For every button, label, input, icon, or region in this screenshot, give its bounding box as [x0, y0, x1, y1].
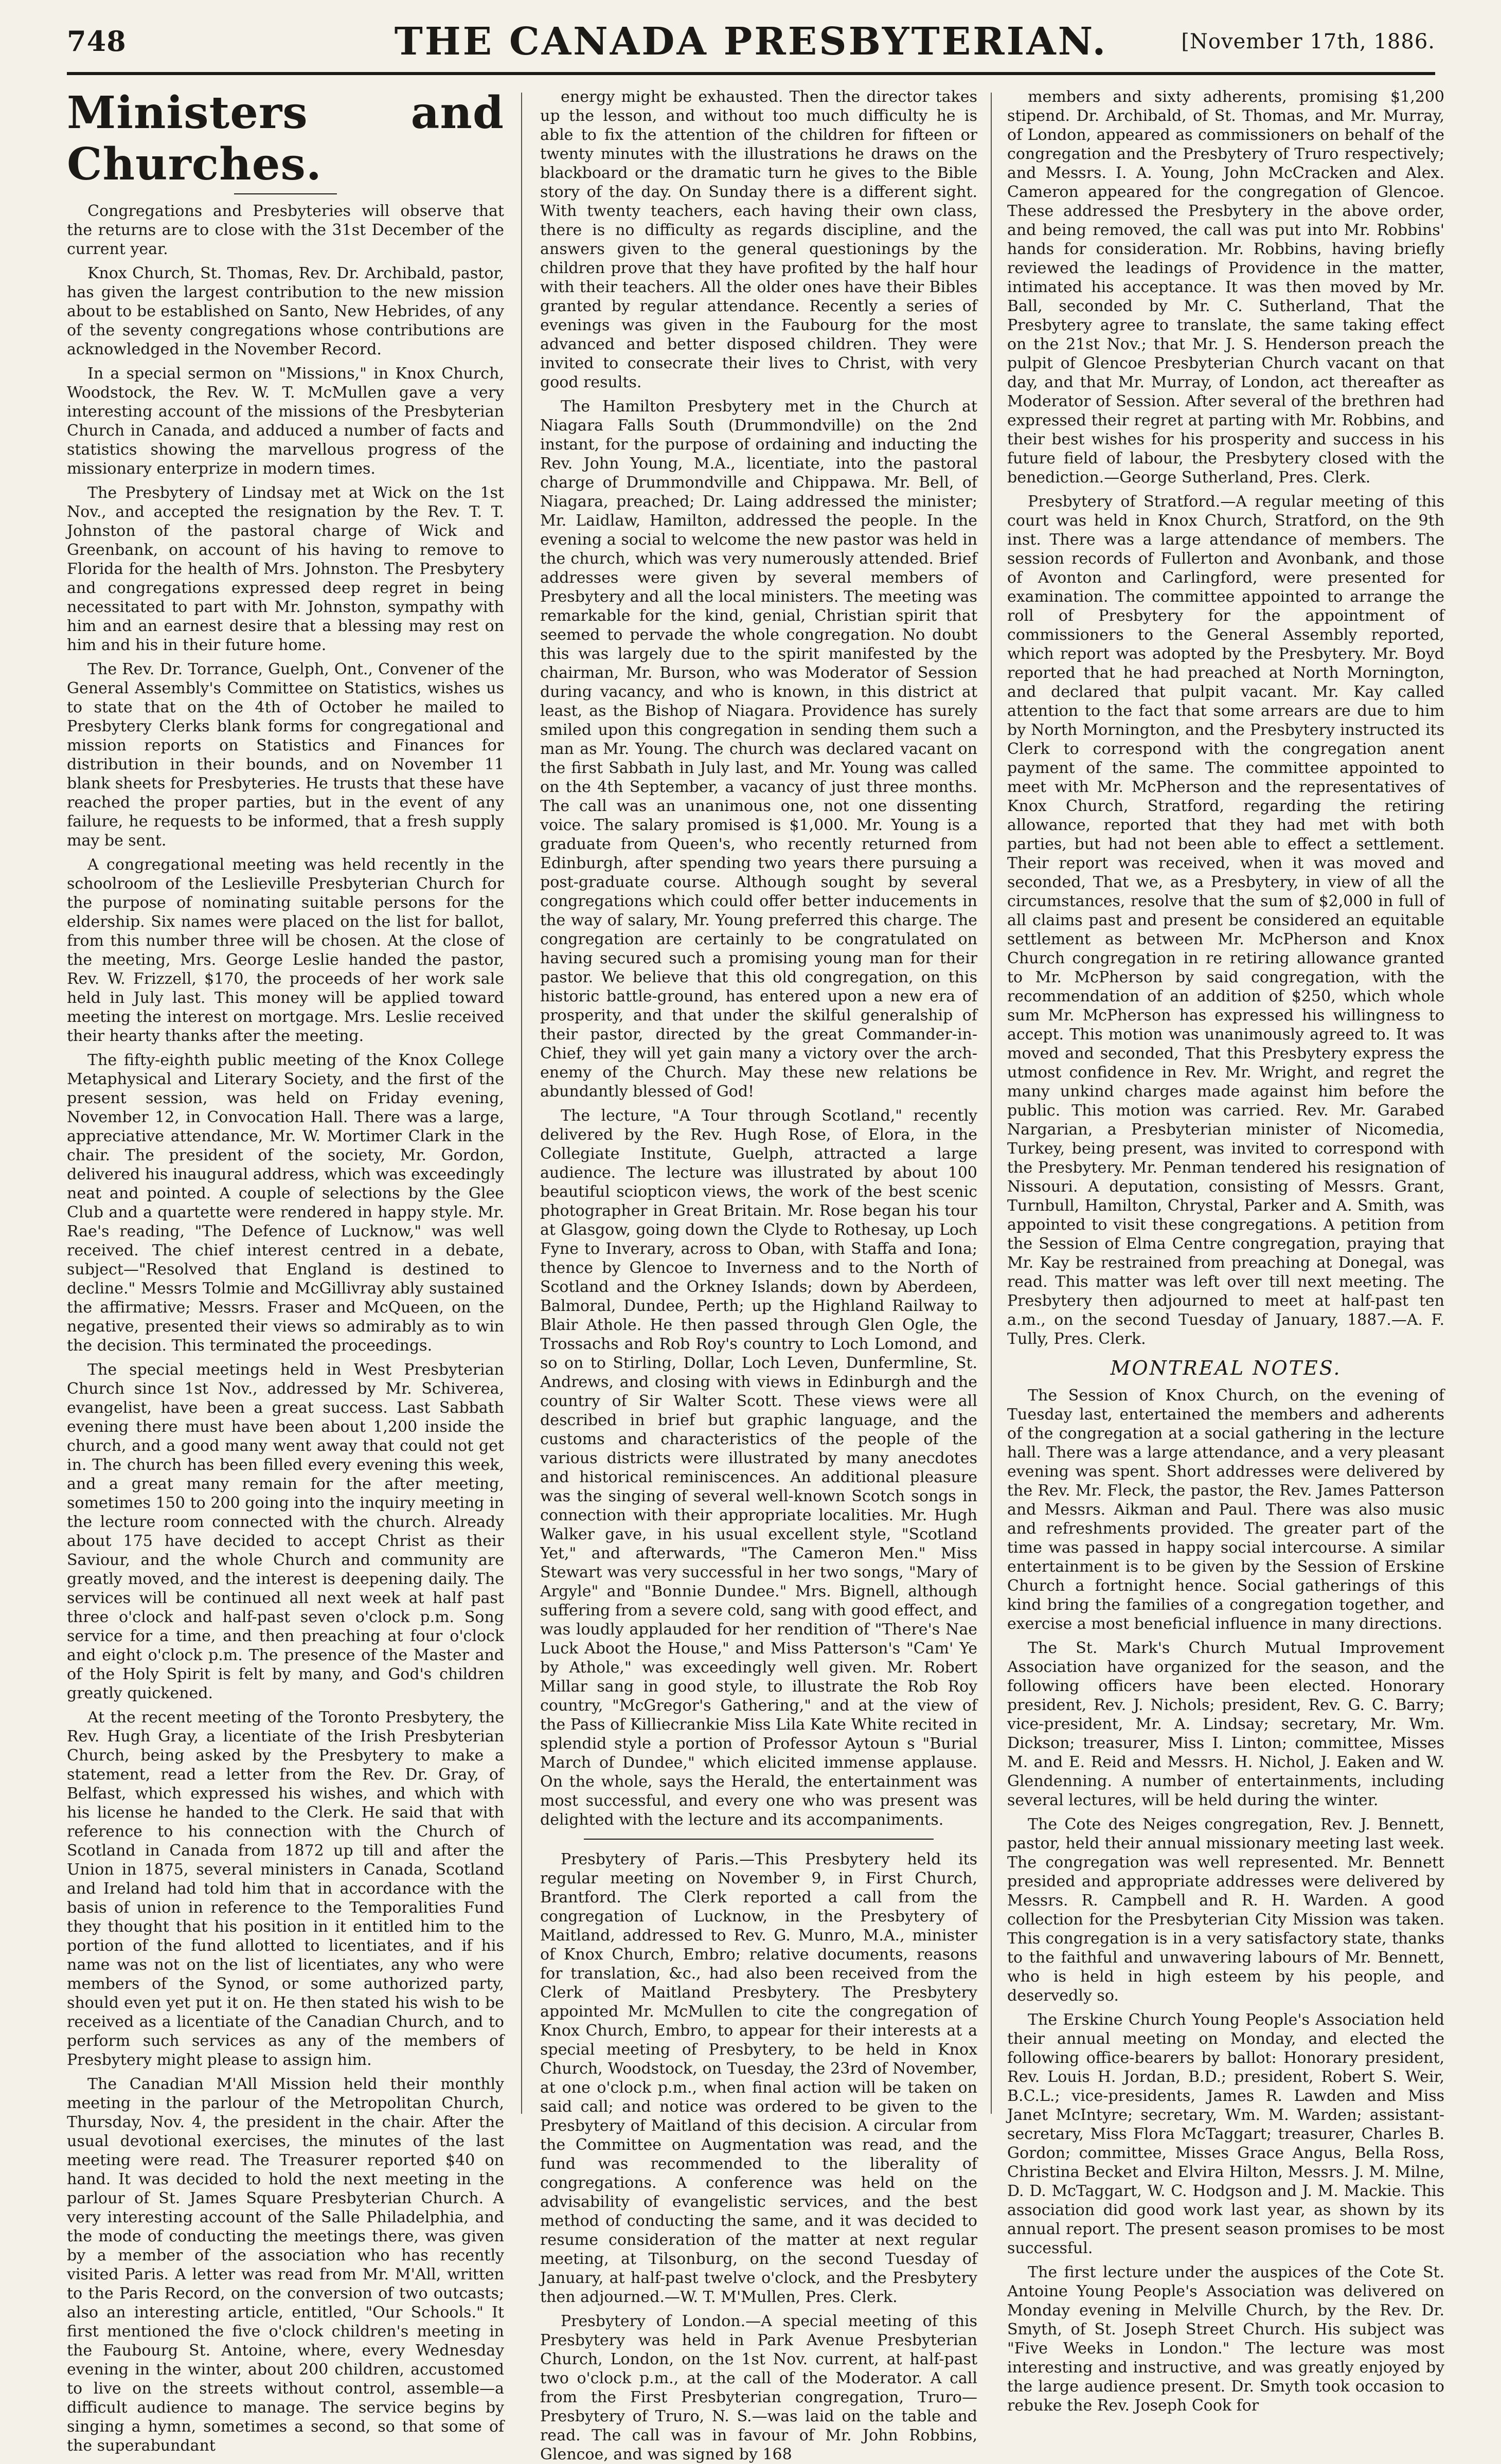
article-paragraph: Presbytery of Stratford.—A regular meeting of this court was held in Knox Church, Stratford, on the 9th inst. There was a large attendance of members. The session records of Fullerton and Avonbank, and those of Avonton and Carlingford, were presented for examination. The committee appointed to arrange the roll of Presbytery for the appointment of commissioners to the General Assembly reported, which report was adopted by the Presbytery. Mr. Boyd reported that he had preached at North Mornington, and declared that pulpit vacant. Mr. Kay called attention to the fact that some arrears are due to him by North Mornington, and the Presbytery instructed its Clerk to correspond with the congregation anent payment of the same. The committee appointed to meet with Mr. McPherson and the representatives of Knox Church, Stratford, regarding the retiring allowance, reported that they had met with both parties, but had not been able to effect a settlement. Their report was received, when it was moved and seconded, That we, as a Presbytery, in view of all the circumstances, resolve that the sum of $2,000 in full of all claims past and present be considered an equitable settlement as between Mr. McPherson and Knox Church congregation in re retiring allowance granted to Mr. McPherson by said congregation, with the recommendation of an addition of $250, which whole sum Mr. McPherson has expressed his willingness to accept. This motion was unanimously agreed to. It was moved and seconded, That this Presbytery express the utmost confidence in Rev. Mr. Wright, and regret the many unkind charges made against him before the public. This motion was carried. Rev. Mr. Garabed Nargarian, a Presbyterian minister of Nicomedia, Turkey, being present, was invited to correspond with the Presbytery. Mr. Penman tendered his resignation of Nissouri. A deputation, consisting of Messrs. Grant, Turnbull, Hamilton, Chrystal, Parker and A. Smith, was appointed to visit these congregations. A petition from the Session of Elma Centre congregation, praying that Mr. Kay be restrained from preaching at Donegal, was read. This matter was left over till next meeting. The Presbytery then adjourned to meet at half-past ten a.m., on the second Tuesday of January, 1887.—A. F. Tully, Pres. Clerk. [1007, 493, 1444, 1348]
page-number: 748 [67, 25, 127, 58]
column-2 [540, 87, 977, 2463]
article-paragraph: The Canadian M'All Mission held their monthly meeting in the parlour of the Metropolitan Church, Thursday, Nov. 4, the president in the chair. After the usual devotional exercises, the minutes of the last meeting were read. The Treasurer reported $40 on hand. It was decided to hold the next meeting in the parlour of St. James Square Presbyterian Church. A very interesting account of the Salle Philadelphia, and the mode of conducting the meetings there, was given by a member of the association who has recently visited Paris. A letter was read from Mr. M'All, written to the Paris Record, on the conversion of two outcasts; also an interesting article, entitled, "Our Schools." It first mentioned the five o'clock children's meeting in the Faubourg St. Antoine, where, every Wednesday evening in the winter, about 200 children, accustomed to live on the streets without control, assemble—a difficult audience to manage. The service begins by singing a hymn, sometimes a second, so that some of the superabundant [67, 2075, 504, 2455]
issue-date: [November 17th, 1886. [1181, 30, 1435, 53]
article-paragraph: The Erskine Church Young People's Association held their annual meeting on Monday, and elected the following office-bearers by ballot: Honorary president, Rev. Louis H. Jordan, B.D.; president, Robert S. Weir, B.C.L.; vice-presidents, James R. Lawden and Miss Janet McIntyre; secretary, Wm. M. Warden; assistant-secretary, Miss Flora McTaggart; treasurer, Charles B. Gordon; committee, Misses Grace Angus, Bella Ross, Christina Becket and Elvira Hilton, Messrs. J. M. Milne, D. D. McTaggart, W. C. Hodgson and J. M. Mackie. This association did good work last year, as shown by its annual report. The present season promises to be most successful. [1007, 2011, 1444, 2257]
masthead [67, 17, 1435, 69]
newspaper-title: THE CANADA PRESBYTERIAN. [394, 20, 1108, 64]
section-heading: Ministers and Churches. [67, 87, 504, 190]
article-paragraph: The Hamilton Presbytery met in the Church at Niagara Falls South (Drummondville) on the 2nd instant, for the purpose of ordaining and inducting the Rev. John Young, M.A., licentiate, into the pastoral charge of Drummondville and Chippawa. Mr. Bell, of Niagara, preached; Dr. Laing addressed the minister; Mr. Laidlaw, Hamilton, addressed the people. In the evening a social to welcome the new pastor was held in the church, which was very numerously attended. Brief addresses were given by several members of Presbytery and all the local ministers. The meeting was remarkable for the kind, genial, Christian spirit that seemed to pervade the whole congregation. No doubt this was largely due to the spirit manifested by the chairman, Mr. Burson, who was Moderator of Session during vacancy, and who is known, in this district at least, as the Bishop of Niagara. Providence has surely smiled upon this congregation in sending them such a man as Mr. Young. The church was declared vacant on the first Sabbath in July last, and Mr. Young was called on the 4th September, a vacancy of just three months. The call was an unanimous one, not one dissenting voice. The salary promised is $1,000. Mr. Young is a graduate from Queen's, who recently returned from Edinburgh, after spending two years there pursuing a post-graduate course. Although sought by several congregations which could offer better inducements in the way of salary, Mr. Young preferred this charge. The congregation are certainly to be congratulated on having secured such a promising young man for their pastor. We believe that this old congregation, on this historic battle-ground, has entered upon a new era of prosperity, and that under the skilful generalship of their pastor, directed by the great Commander-in-Chief, they will yet gain many a victory over the arch-enemy of the Church. May these new relations be abundantly blessed of God! [540, 398, 977, 1101]
column-1 [67, 87, 504, 2455]
heading-rule [234, 193, 337, 194]
article-paragraph: The Presbytery of Lindsay met at Wick on the 1st Nov., and accepted the resignation by the Rev. T. T. Johnston of the pastoral charge of Wick and Greenbank, on account of his having to remove to Florida for the health of Mrs. Johnston. The Presbytery and congregations expressed deep regret in being necessitated to part with Mr. Johnston, sympathy with him and an earnest desire that a blessing may rest on him and his in their future home. [67, 484, 504, 654]
column-divider [521, 93, 522, 2114]
article-paragraph: The St. Mark's Church Mutual Improvement Association have organized for the season, and the following officers have been elected. Honorary president, Rev. J. Nichols; president, Rev. G. C. Barry; vice-president, Mr. A. Lindsay; secretary, Mr. Wm. Dickson; treasurer, Miss I. Linton; committee, Misses M. and E. Reid and Messrs. H. Nichol, J. Eaken and W. Glendenning. A number of entertainments, including several lectures, will be held during the winter. [1007, 1639, 1444, 1809]
article-paragraph: In a special sermon on "Missions," in Knox Church, Woodstock, the Rev. W. T. McMullen gave a very interesting account of the missions of the Presbyterian Church in Canada, and adduced a number of facts and statistics showing the marvellous progress of the missionary enterprize in modern times. [67, 365, 504, 478]
article-paragraph: At the recent meeting of the Toronto Presbytery, the Rev. Hugh Gray, a licentiate of the Irish Presbyterian Church, being asked by the Presbytery to make a statement, read a letter from the Rev. Dr. Gray, of Belfast, which expressed his wishes, and which with his license he handed to the Clerk. He said that with reference to his connection with the Church of Scotland in Canada from 1872 up till and after the Union in 1875, several ministers in Canada, Scotland and Ireland had told him that in accordance with the basis of union in reference to the Temporalities Fund they thought that his position in it entitled him to the portion of the fund allotted to licentiates, and if his name was not on the list of licentiates, any who were members of the Synod, or some authorized party, should even yet put it on. He then stated his wish to be received as a licentiate of the Canadian Church, and to perform such services as any of the members of Presbytery might please to assign him. [67, 1708, 504, 2069]
column-divider [991, 93, 992, 2114]
article-paragraph: Presbytery of London.—A special meeting of this Presbytery was held in Park Avenue Presbyterian Church, London, on the 1st Nov. current, at half-past two o'clock p.m., at the call of the Moderator. A call from the First Presbyterian congregation, Truro—Presbytery of Truro, N. S.—was laid on the table and read. The call was in favour of Mr. John Robbins, Glencoe, and was signed by 168 [540, 2312, 977, 2463]
column-3 [1007, 87, 1444, 2415]
article-paragraph: The fifty-eighth public meeting of the Knox College Metaphysical and Literary Society, and the first of the present session, was held on Friday evening, November 12, in Convocation Hall. There was a large, appreciative attendance, Mr. W. Mortimer Clark in the chair. The president of the society, Mr. Gordon, delivered his inaugural address, which was exceedingly neat and pointed. A couple of selections by the Glee Club and a quartette were rendered in happy style. Mr. Rae's reading, "The Defence of Lucknow," was well received. The chief interest centred in a debate, subject—"Resolved that England is destined to decline." Messrs Tolmie and McGillivray ably sustained the affirmative; Messrs. Fraser and McQueen, on the negative, presented their views so admirably as to win the decision. This terminated the proceedings. [67, 1051, 504, 1355]
article-paragraph: The Session of Knox Church, on the evening of Tuesday last, entertained the members and adherents of the congregation at a social gathering in the lecture hall. There was a large attendance, and a very pleasant evening was spent. Short addresses were delivered by the Rev. Mr. Fleck, the pastor, the Rev. James Patterson and Messrs. Aikman and Paul. There was also music and refreshments provided. The greater part of the time was passed in happy social intercourse. A similar entertainment is to be given by the Session of Erskine Church a fortnight hence. Social gatherings of this kind bring the families of a congregation together, and exercise a most beneficial influence in many directions. [1007, 1387, 1444, 1633]
article-paragraph: Presbytery of Paris.—This Presbytery held its regular meeting on November 9, in First Church, Brantford. The Clerk reported a call from the congregation of Lucknow, in the Presbytery of Maitland, addressed to Rev. G. Munro, M.A., minister of Knox Church, Embro; relative documents, reasons for translation, &c., had also been received from the Clerk of Maitland Presbytery. The Presbytery appointed Mr. McMullen to cite the congregation of Knox Church, Embro, to appear for their interests at a special meeting of Presbytery, to be held in Knox Church, Woodstock, on Tuesday, the 23rd of November, at one o'clock p.m., when final action will be taken on said call; and notice was ordered to be given to the Presbytery of Maitland of this decision. A circular from the Committee on Augmentation was read, and the fund was recommended to the liberality of congregations. A conference was held on the advisability of evangelistic services, and the best method of conducting the same, and it was decided to resume consideration of the matter at next regular meeting, at Tilsonburg, on the second Tuesday of January, at half-past twelve o'clock, and the Presbytery then adjourned.—W. T. M'Mullen, Pres. Clerk. [540, 1850, 977, 2306]
article-paragraph: The Rev. Dr. Torrance, Guelph, Ont., Convener of the General Assembly's Committee on Statistics, wishes us to state that on the 4th of October he mailed to Presbytery Clerks blank forms for congregational and mission reports on Statistics and Finances for distribution in their bounds, and on November 11 blank sheets for Presbyteries. He trusts that these have reached the proper parties, but in the event of any failure, he requests to be informed, that a fresh supply may be sent. [67, 660, 504, 850]
article-paragraph: The first lecture under the auspices of the Cote St. Antoine Young People's Association was delivered on Monday evening in Melville Church, by the Rev. Dr. Smyth, of St. Joseph Street Church. His subject was "Five Weeks in London." The lecture was most interesting and instructive, and was greatly enjoyed by the large audience present. Dr. Smyth took occasion to rebuke the Rev. Joseph Cook for [1007, 2263, 1444, 2415]
article-paragraph: The lecture, "A Tour through Scotland," recently delivered by the Rev. Hugh Rose, of Elora, in the Collegiate Institute, Guelph, attracted a large audience. The lecture was illustrated by about 100 beautiful sciopticon views, the work of the best scenic photographer in Great Britain. Mr. Rose began his tour at Glasgow, going down the Clyde to Rothesay, up Loch Fyne to Inverary, across to Oban, with Staffa and Iona; thence by Glencoe to Inverness and to the North of Scotland and the Orkney Islands; down by Aberdeen, Balmoral, Dundee, Perth; up the Highland Railway to Blair Athole. He then passed through Glen Ogle, the Trossachs and Rob Roy's country to Loch Lomond, and so on to Stirling, Dollar, Loch Leven, Dunfermline, St. Andrews, and closing with views in Edinburgh and the country of Sir Walter Scott. These views were all described in brief but graphic language, and the customs and characteristics of the people of the various districts were illustrated by many anecdotes and historical reminiscences. An additional pleasure was the singing of several well-known Scotch songs in connection with their appropriate localities. Mr. Hugh Walker gave, in his usual excellent style, "Scotland Yet," and afterwards, "The Cameron Men." Miss Stewart was very successful in her two songs, "Mary of Argyle" and "Bonnie Dundee." Mrs. Bignell, although suffering from a severe cold, sang with good effect, and was loudly applauded for her rendition of "There's Nae Luck Aboot the House," and Miss Patterson's "Cam' Ye by Athole," was exceedingly well given. Mr. Robert Millar sang in good style, to illustrate the Rob Roy country, "McGregor's Gathering," and at the view of the Pass of Killiecrankie Miss Lila Kate White recited in splendid style a portion of Professor Aytoun s "Burial March of Dundee," which elicited immense applause. On the whole, says the Herald, the entertainment was most successful, and every one who was present was delighted with the lecture and its accompaniments. [540, 1107, 977, 1829]
article-paragraph: The Cote des Neiges congregation, Rev. J. Bennett, pastor, held their annual missionary meeting last week. The congregation was well represented. Mr. Bennett presided and appropriate addresses were delivered by Messrs. R. Campbell and R. H. Warden. A good collection for the Presbyterian City Mission was taken. This congregation is in a very satisfactory state, thanks to the faithful and unwavering labours of Mr. Bennett, who is held in high esteem by his people, and deservedly so. [1007, 1815, 1444, 2005]
article-paragraph: A congregational meeting was held recently in the schoolroom of the Leslieville Presbyterian Church for the purpose of nominating suitable persons for the eldership. Six names were placed on the list for ballot, from this number three will be chosen. At the close of the meeting, Mrs. George Leslie handed the pastor, Rev. W. Frizzell, $170, the proceeds of her work sale held in July last. This money will be applied toward meeting the interest on mortgage. Mrs. Leslie received their hearty thanks after the meeting. [67, 856, 504, 1045]
section-rule [584, 1839, 934, 1840]
article-paragraph: Congregations and Presbyteries will observe that the returns are to close with the 31st December of the current year. [67, 202, 504, 258]
article-paragraph: The special meetings held in West Presbyterian Church since 1st Nov., addressed by Mr. Schiverea, evangelist, have been a great success. Last Sabbath evening there must have been about 1,200 inside the church, and a good many went away that could not get in. The church has been filled every evening this week, and a great many remain for the after meeting, sometimes 150 to 200 going into the inquiry meeting in the lecture room connected with the church. Already about 175 have decided to accept Christ as their Saviour, and the whole Church and community are greatly moved, and the interest is deepening daily. The services will be continued all next week at half past three o'clock and half-past seven o'clock p.m. Song service for a time, and then preaching at four o'clock and eight o'clock p.m. The presence of the Master and of the Holy Spirit is felt by many, and God's children greatly quickened. [67, 1361, 504, 1702]
article-paragraph: energy might be exhausted. Then the director takes up the lesson, and without too much difficulty he is able to fix the attention of the children for fifteen or twenty minutes with the illustrations he draws on the blackboard or the dramatic turn he gives to the Bible story of the day. On Sunday there is a different sight. With twenty teachers, each having their own class, there is no difficulty as regards discipline, and the answers given to the general questionings by the children prove that they have profited by the half hour with their teachers. All the older ones have their Bibles granted by regular attendance. Recently a series of evenings was given in the Faubourg for the most advanced and better disposed children. They were invited to consecrate their lives to Christ, with very good results. [540, 88, 977, 391]
article-paragraph: Knox Church, St. Thomas, Rev. Dr. Archibald, pastor, has given the largest contribution to the new mission about to be established on Santo, New Hebrides, of any of the seventy congregations whose contributions are acknowledged in the November Record. [67, 264, 504, 358]
masthead-rule [67, 72, 1435, 75]
article-paragraph: members and sixty adherents, promising $1,200 stipend. Dr. Archibald, of St. Thomas, and Mr. Murray, of London, appeared as commissioners on behalf of the congregation and the Presbytery of Truro respectively; and Messrs. I. A. Young, John McCracken and Alex. Cameron appeared for the congregation of Glencoe. These addressed the Presbytery in the above order, and being removed, the call was put into Mr. Robbins' hands for consideration. Mr. Robbins, having briefly reviewed the leadings of Providence in the matter, intimated his acceptance. It was then moved by Mr. Ball, seconded by Mr. C. Sutherland, That the Presbytery agree to translate, the same taking effect on the 21st Nov.; that Mr. J. S. Henderson preach the pulpit of Glencoe Presbyterian Church vacant on that day, and that Mr. Murray, of London, act thereafter as Moderator of Session. After several of the brethren had expressed their regret at parting with Mr. Robbins, and their best wishes for his prosperity and success in his future field of labour, the Presbytery closed with the benediction.—George Sutherland, Pres. Clerk. [1007, 88, 1444, 487]
montreal-notes-heading: MONTREAL NOTES. [1110, 1357, 1342, 1379]
